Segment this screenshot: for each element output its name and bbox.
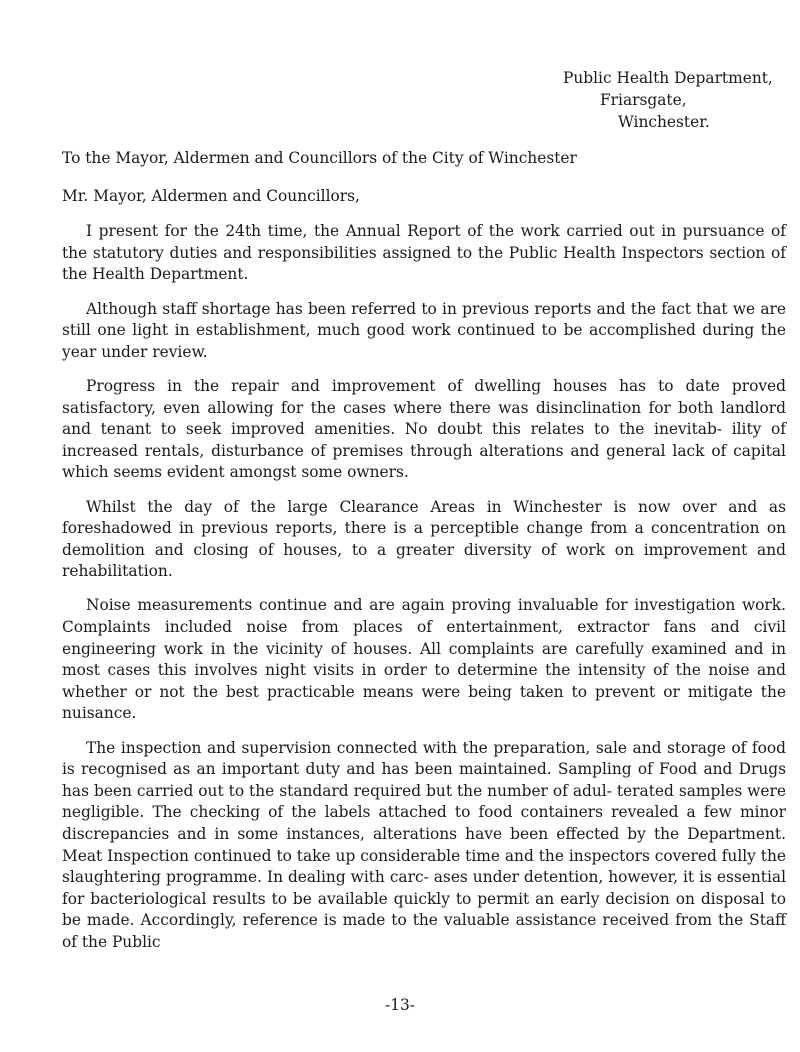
address-line-department: Public Health Department, bbox=[563, 69, 773, 87]
address-line-city: Winchester. bbox=[618, 113, 710, 131]
paragraph-housing-progress: Progress in the repair and improvement of dwelling houses has to date proved satisfactory, even allowing for the cases where there was disinclination for both landlord and tenant to seek improved amenities. No doubt this relates to the inevitab- ility of increased rentals, disturbance of premises through alterations and general lack of capital which seems evident amongst some owners. bbox=[62, 376, 786, 482]
paragraph-clearance-areas: Whilst the day of the large Clearance Areas in Winchester is now over and as foreshadowed in previous reports, there is a perceptible change from a concentration on demolition and closing of houses, to a greater diversity of work on improvement and rehabilitation. bbox=[62, 497, 786, 581]
letter-body bbox=[62, 148, 786, 966]
sender-address bbox=[563, 67, 773, 133]
greeting-line: Mr. Mayor, Aldermen and Councillors, bbox=[62, 186, 360, 205]
paragraph-noise-measurements: Noise measurements continue and are again proving invaluable for investigation work. Complaints included noise from places of entertainment, extractor fans and civil engineering work in the vicinity of houses. All complaints are carefully examined and in most cases this involves night visits in order to determine the intensity of the noise and whether or not the best practicable means were being taken to prevent or mitigate the nuisance. bbox=[62, 596, 786, 723]
address-line-street: Friarsgate, bbox=[600, 91, 687, 109]
paragraph-food-inspection: The inspection and supervision connected with the preparation, sale and storage of food is recognised as an important duty and has been maintained. Sampling of Food and Drugs has been carried out to the standard required but the number of adul- terated samples were negligible. The checking of the labels attached to food containers revealed a few minor discrepancies and in some instances, alterations have been effected by the Department. Meat Inspection continued to take up considerable time and the inspectors covered fully the slaughtering programme. In dealing with carc- ases under detention, however, it is essential for bacteriological results to be available quickly to permit an early decision on disposal to be made. Accordingly, reference is made to the valuable assistance received from the Staff of the Public bbox=[62, 738, 786, 951]
paragraph-staff-shortage: Although staff shortage has been referred to in previous reports and the fact that we are still one light in establishment, much good work continued to be accomplished during the year under review. bbox=[62, 299, 786, 361]
page-number: -13- bbox=[385, 996, 415, 1014]
paragraph-report-intro: I present for the 24th time, the Annual Report of the work carried out in pursuance of the statutory duties and responsibilities assigned to the Public Health Inspectors section of the Health Department. bbox=[62, 222, 786, 284]
salutation-line: To the Mayor, Aldermen and Councillors of the City of Winchester bbox=[62, 149, 577, 167]
